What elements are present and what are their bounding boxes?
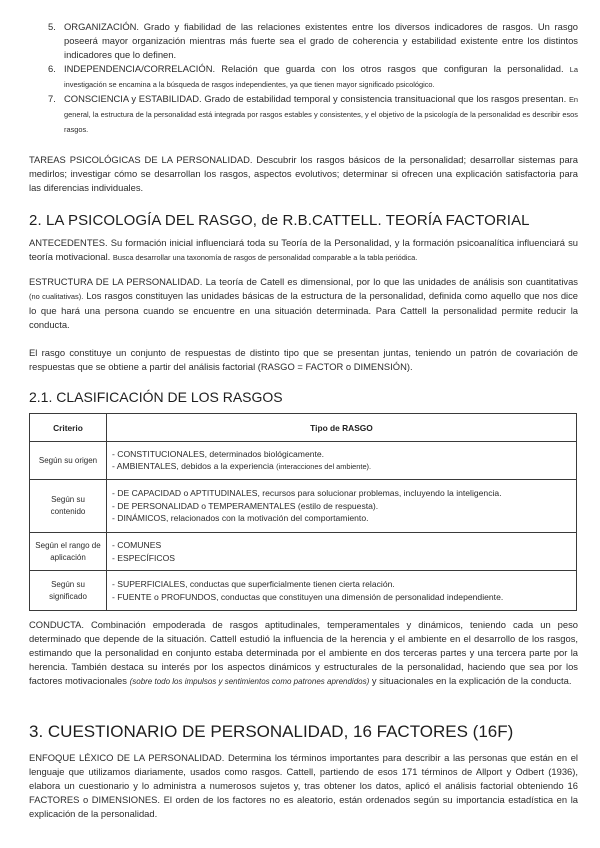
estructura-text: ESTRUCTURA DE LA PERSONALIDAD. La teoría de Catell es dimensional, por lo que las unidades de análisis son cuantitativas bbox=[29, 276, 578, 287]
table-row bbox=[30, 571, 577, 611]
tareas-paragraph: TAREAS PSICOLÓGICAS DE LA PERSONALIDAD. Descubrir los rasgos básicos de la personalidad; desarrollar sistemas para medirlos; investigar cómo se desarrollan los rasgos, aspectos evolutivos; determinar si ofrecen una explicación satisfactoria para las diferencias individuales. bbox=[29, 154, 578, 193]
antecedentes-note: Busca desarrollar una taxonomía de rasgos de personalidad comparable a la tabla periódica. bbox=[112, 253, 418, 262]
list-item bbox=[48, 20, 578, 62]
tipo-item-text: - AMBIENTALES, debidos a la experiencia bbox=[112, 461, 274, 471]
tipo-item: - SUPERFICIALES, conductas que superficialmente tienen cierta relación. bbox=[112, 579, 395, 589]
estructura-note: (no cualitativas). bbox=[29, 292, 84, 301]
tipo-item: - DE CAPACIDAD o APTITUDINALES, recursos para solucionar problemas, incluyendo la inteligencia. bbox=[112, 488, 502, 499]
header-criterio: Criterio bbox=[30, 414, 107, 442]
tipo-item-note: (interacciones del ambiente). bbox=[276, 462, 372, 471]
enfoque-paragraph: ENFOQUE LÉXICO DE LA PERSONALIDAD. Determina los términos importantes para describir a las personas que están en el lenguaje que utilizamos diariamente, usados como rasgos. Cattell, partiendo de esos 171 términos de Allport y Odbert (1936), elabora un cuestionario y lo administra a numerosos sujetos y, tras obtener los datos, aplicó el análisis factorial obteniendo 16 FACTORES o DIMENSIONES. El orden de los factores no es aleatorio, están ordenados según su importancia estadística en la explicación de la personalidad. bbox=[29, 752, 578, 819]
tipo-cell bbox=[107, 442, 577, 480]
criterio-cell: Según su contenido bbox=[30, 480, 107, 533]
table-row bbox=[30, 533, 577, 571]
tipo-item: - ESPECÍFICOS bbox=[112, 552, 176, 563]
tipo-item: - DINÁMICOS, relacionados con la motivación del comportamiento. bbox=[112, 513, 369, 524]
list-number: 7. bbox=[48, 93, 56, 104]
rasgo-paragraph: El rasgo constituye un conjunto de respuestas de distinto tipo que se presentan juntas, teniendo un patrón de covariación de respuestas que se obtiene a partir del análisis factorial (RASGO = FACTOR o DIMENSIÓN). bbox=[29, 347, 578, 372]
antecedentes-text: ANTECEDENTES. Su formación inicial influenciará toda su Teoría de la Personalidad, y la formación psicoanalítica influenciará su teoría motivacional. bbox=[29, 237, 578, 262]
estructura-text-cont: Los rasgos constituyen las unidades básicas de la estructura de la personalidad, definida como aquello que nos dice lo que hará una persona cuando se encuentre en una situación determinada. Para Cattell la personalidad permite reducir la conducta. bbox=[29, 290, 579, 330]
conducta-text: CONDUCTA. Combinación empoderada de rasgos aptitudinales, temperamentales y dinámicos, teniendo cada un peso determinado que depende de la situación. Cattell estudió la influencia de la herencia y el ambiente en el desarrollo de los rasgos, estimando que la personalidad en conjunto estaba determinada por el ambiente en dos terceras partes y una tercera parte por la herencia. También destaca su interés por los aspectos dinámicos y estructurales de la personalidad, haciendo que sea por los factores motivacionales bbox=[29, 619, 578, 686]
list-number: 6. bbox=[48, 63, 56, 74]
section-3-heading: 3. CUESTIONARIO DE PERSONALIDAD, 16 FACTORES (16F) bbox=[29, 722, 514, 741]
rasgos-table bbox=[29, 413, 577, 611]
section-2-1-heading: 2.1. CLASIFICACIÓN DE LOS RASGOS bbox=[29, 389, 283, 405]
tipo-item bbox=[112, 460, 571, 474]
list-item bbox=[48, 62, 578, 92]
list-note: La investigación se encamina a la búsqueda de rasgos independientes, ya que tienen mayor significado psicológico. bbox=[64, 65, 579, 89]
list-text: ORGANIZACIÓN. Grado y fiabilidad de las relaciones existentes entre los diversos indicadores de rasgos. Un rasgo poseerá mayor organización mientras más fuerte sea el grado de coherencia y estabilidad existente entre los distintos indicadores que lo definen. bbox=[64, 21, 578, 60]
estructura-paragraph bbox=[29, 275, 578, 332]
conducta-paragraph bbox=[29, 618, 578, 689]
tipo-cell bbox=[107, 533, 577, 571]
conducta-note: (sobre todo los impulsos y sentimientos como patrones aprendidos) bbox=[129, 677, 370, 686]
list-text: INDEPENDENCIA/CORRELACIÓN. Relación que guarda con los otros rasgos que configuran la personalidad. bbox=[64, 63, 564, 74]
criterio-cell: Según el rango de aplicación bbox=[30, 533, 107, 571]
list-number: 5. bbox=[48, 21, 56, 32]
tipo-item: - DE PERSONALIDAD o TEMPERAMENTALES (estilo de respuesta). bbox=[112, 500, 379, 511]
list-item bbox=[48, 92, 578, 137]
tipo-cell bbox=[107, 571, 577, 611]
table-row bbox=[30, 480, 577, 533]
criterio-cell: Según su origen bbox=[30, 442, 107, 480]
tipo-item: - FUENTE o PROFUNDOS, conductas que constituyen una dimensión de personalidad independiente. bbox=[112, 591, 504, 602]
tipo-cell bbox=[107, 480, 577, 533]
tipo-item: - CONSTITUCIONALES, determinados biológicamente. bbox=[112, 448, 325, 459]
list-note: En general, la estructura de la personalidad está integrada por rasgos estables y consistentes, y el objetivo de la psicología de la personalidad es describir esos rasgos. bbox=[64, 95, 578, 134]
antecedentes-paragraph bbox=[29, 236, 578, 265]
conducta-text-cont: y situacionales en la explicación de la conducta. bbox=[371, 675, 572, 686]
criterio-cell: Según su significado bbox=[30, 571, 107, 611]
section-2-heading: 2. LA PSICOLOGÍA DEL RASGO, de R.B.CATTELL. TEORÍA FACTORIAL bbox=[29, 212, 530, 229]
table-row bbox=[30, 442, 577, 480]
header-tipo: Tipo de RASGO bbox=[107, 414, 577, 442]
properties-list bbox=[48, 20, 578, 137]
table-header-row bbox=[30, 414, 577, 442]
list-text: CONSCIENCIA y ESTABILIDAD. Grado de estabilidad temporal y consistencia transituacional que los rasgos presentan. bbox=[64, 93, 567, 104]
tipo-item: - COMUNES bbox=[112, 540, 162, 550]
